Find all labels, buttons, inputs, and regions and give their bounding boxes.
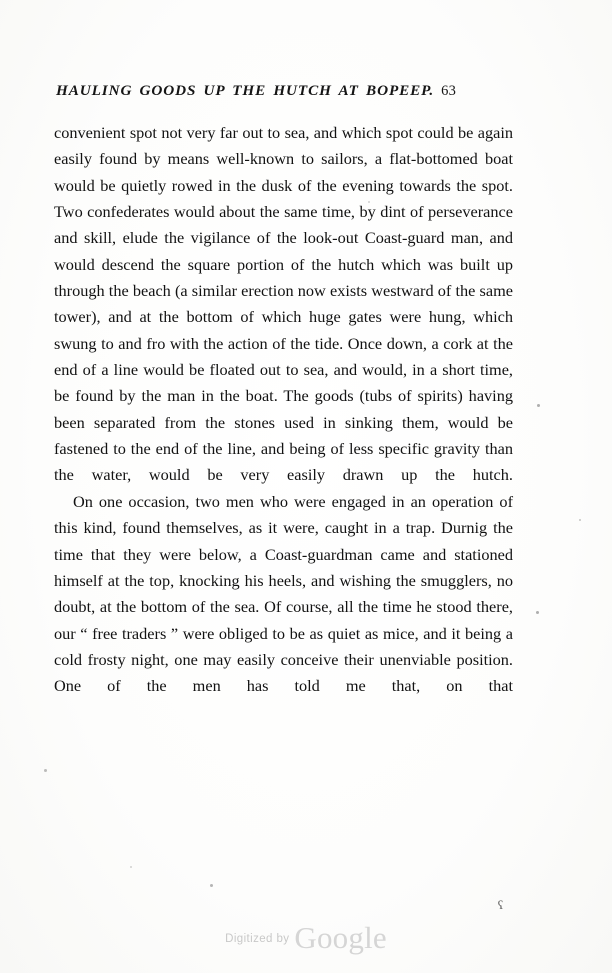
google-watermark — [0, 920, 612, 956]
running-header-title: HAULING GOODS UP THE HUTCH AT BOPEEP. — [56, 82, 435, 99]
google-wordmark: Google — [294, 920, 387, 955]
body-text-block — [54, 120, 513, 700]
scan-speck — [130, 866, 132, 868]
paragraph: On one occasion, two men who were engaged in an operation of this kind, found themselves, as it were, caught in a trap. Durnig the time that they were below, a Coast-guardman came and stationed himself at the top, knocking his heels, and wishing the smugglers, no doubt, at the bottom of the sea. Of course, all the time he stood there, our “ free traders ” were obliged to be as quiet as mice, and it being a cold frosty night, one may easily conceive their unenviable position. One of the men has told me that, on that — [54, 491, 513, 696]
paragraph: convenient spot not very far out to sea, and which spot could be again easily found by means well-known to sailors, a flat-bottomed boat would be quietly rowed in the dusk of the evening towards the spot. Two confederates would about the same time, by dint of perseverance and skill, elude the vigilance of the look-out Coast-guard man, and would descend the square portion of the hutch which was built up through the beach (a similar erection now exists westward of the same tower), and at the bottom of which huge gates were hung, which swung to and fro with the action of the tide. Once down, a cork at the end of a line would be floated out to sea, and would, in a short time, be found by the man in the boat. The goods (tubs of spirits) having been separated from the stones used in sinking them, would be fastened to the end of the line, and being of less specific gravity than the water, would be very easily drawn up the hutch. — [54, 123, 513, 485]
scan-speck — [210, 884, 213, 887]
scan-speck — [44, 769, 47, 772]
page-number: 63 — [441, 83, 457, 99]
scan-speck — [536, 611, 539, 614]
scan-speck — [579, 519, 581, 521]
running-header — [56, 82, 516, 106]
watermark-prefix-label: Digitized by — [225, 933, 290, 945]
scan-speck — [537, 404, 540, 407]
scan-artifact-mark: ʕ — [497, 897, 504, 913]
scan-speck — [368, 201, 370, 203]
